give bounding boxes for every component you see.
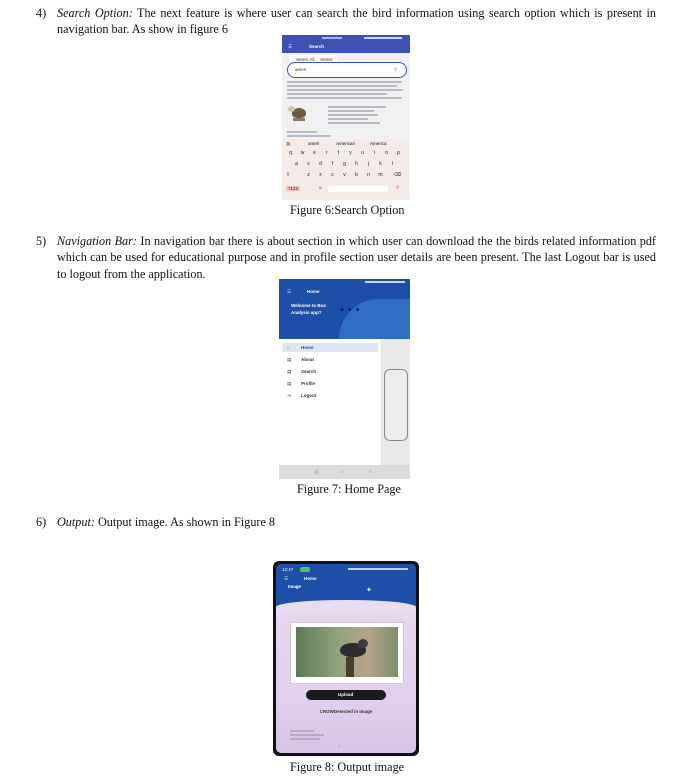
shift-key-icon[interactable]: ⇧ xyxy=(286,172,291,178)
keyboard-suggestions xyxy=(282,139,410,148)
bird-icon: ✦ xyxy=(366,587,372,594)
about-icon: ▤ xyxy=(287,357,292,362)
output-image-frame xyxy=(290,622,404,684)
paragraph-body xyxy=(57,233,656,282)
keyboard-key[interactable]: n xyxy=(367,172,370,178)
backspace-key-icon[interactable]: ⌫ xyxy=(394,172,402,178)
back-icon[interactable]: < xyxy=(369,469,372,474)
keyboard-key[interactable]: u xyxy=(361,150,364,156)
paragraph-body xyxy=(57,514,656,530)
emoji-icon[interactable]: ☺ xyxy=(318,185,323,190)
keyboard-key[interactable]: g xyxy=(343,161,346,167)
result-text: CROWDetected in Image xyxy=(319,709,373,714)
home-icon[interactable]: ○ xyxy=(341,469,344,474)
content-card xyxy=(384,369,408,441)
birds-icon: ✦ ✦ ✦ xyxy=(339,307,361,314)
drawer-item-label: About xyxy=(301,357,314,362)
dropdown-filter-value: Select xyxy=(320,57,333,62)
dropdown-filter-label: Select All xyxy=(296,57,315,62)
keyboard-key[interactable]: c xyxy=(331,172,334,178)
drawer-item-label: Logout xyxy=(301,393,317,398)
keyboard-key[interactable]: x xyxy=(319,172,322,178)
figure-7-caption: Figure 7: Home Page xyxy=(297,482,401,496)
paragraph-text: Output image. As shown in Figure 8 xyxy=(97,515,276,529)
status-badge xyxy=(300,567,310,572)
keyboard-key[interactable]: e xyxy=(313,150,316,156)
item-number: 6) xyxy=(36,515,47,529)
system-nav-bar xyxy=(279,465,410,479)
keyboard-key[interactable]: o xyxy=(385,150,388,156)
menu-icon[interactable]: ☰ xyxy=(288,44,293,49)
keyboard-key[interactable]: l xyxy=(391,161,394,167)
home-icon[interactable]: ○ xyxy=(338,744,341,749)
search-page-icon: ▤ xyxy=(287,369,292,374)
drawer-item-home[interactable] xyxy=(287,345,367,353)
keyboard-key[interactable]: m xyxy=(378,172,383,178)
search-input-value: ameri xyxy=(295,67,307,72)
keyboard-key[interactable]: f xyxy=(331,161,334,167)
keyboard-key[interactable]: b xyxy=(355,172,358,178)
drawer-item-about[interactable] xyxy=(287,357,367,365)
header-banner xyxy=(279,279,410,339)
drawer-item-label: Home xyxy=(301,345,314,350)
suggestion-item[interactable]: ameri xyxy=(308,141,320,146)
bird-photo xyxy=(296,627,398,677)
paragraph-output xyxy=(36,514,656,530)
paragraph-search-option xyxy=(36,5,656,38)
keyboard-key[interactable]: q xyxy=(289,150,292,156)
keyboard-key[interactable]: y xyxy=(349,150,352,156)
figure-6-screenshot xyxy=(282,35,410,200)
keyboard-key[interactable]: a xyxy=(295,161,298,167)
keyboard-key[interactable]: p xyxy=(397,150,400,156)
menu-icon[interactable]: ☰ xyxy=(287,289,292,294)
phone-screen xyxy=(276,564,416,753)
appbar-title: Home xyxy=(304,576,317,581)
keyboard-settings-icon[interactable]: ▦ xyxy=(286,141,291,146)
upload-button-label: Upload xyxy=(338,692,354,697)
search-key-icon[interactable]: ⚲ xyxy=(396,185,400,190)
figure-8-screenshot xyxy=(273,561,419,756)
paragraph-navigation-bar xyxy=(36,233,656,282)
logout-icon: ⇥ xyxy=(287,393,291,398)
figure-7-screenshot xyxy=(279,279,410,479)
welcome-text: Welcome to Bus Analysis app? xyxy=(291,303,326,315)
keyboard-key[interactable]: w xyxy=(300,150,305,156)
item-number: 5) xyxy=(36,234,47,248)
on-screen-keyboard xyxy=(282,139,410,200)
keyboard-key[interactable]: j xyxy=(367,161,370,167)
paragraph-body xyxy=(57,5,656,38)
recent-apps-icon[interactable]: ||| xyxy=(315,469,319,474)
home-icon: ⌂ xyxy=(287,345,290,350)
space-bar[interactable] xyxy=(328,186,388,192)
navigation-drawer xyxy=(279,339,381,479)
profile-icon: ▤ xyxy=(287,381,292,386)
paragraph-heading: Search Option: xyxy=(57,6,133,20)
keyboard-key[interactable]: z xyxy=(307,172,310,178)
keyboard-key[interactable]: h xyxy=(355,161,358,167)
menu-icon[interactable]: ☰ xyxy=(284,576,289,581)
search-icon[interactable]: ⚲ xyxy=(394,67,398,72)
header-banner xyxy=(276,564,416,608)
figure-8-caption: Figure 8: Output image xyxy=(290,760,405,774)
paragraph-heading: Navigation Bar: xyxy=(57,234,137,248)
drawer-item-logout[interactable] xyxy=(287,393,367,401)
search-input[interactable] xyxy=(287,62,407,78)
paragraph-heading: Output: xyxy=(57,515,95,529)
keyboard-key[interactable]: s xyxy=(307,161,310,167)
item-number: 4) xyxy=(36,6,47,20)
subtitle-text: Image xyxy=(288,584,302,589)
keyboard-key[interactable]: r xyxy=(325,150,328,156)
keyboard-key[interactable]: v xyxy=(343,172,346,178)
drawer-item-search[interactable] xyxy=(287,369,367,377)
keyboard-key[interactable]: d xyxy=(319,161,322,167)
paragraph-text: In navigation bar there is about section in which user can download the the birds related information pdf which can be used for educational purpose and in profile section user details are been present. The last Logout bar is used to logout from the application. xyxy=(57,234,656,281)
keyboard-key[interactable]: i xyxy=(373,150,376,156)
appbar xyxy=(282,35,410,53)
keyboard-key[interactable]: k xyxy=(379,161,382,167)
bird-image xyxy=(288,104,312,124)
appbar-title: Search xyxy=(309,44,325,49)
appbar-title: Home xyxy=(307,289,320,294)
keyboard-mode-key[interactable]: ?123 xyxy=(288,186,299,191)
drawer-item-profile[interactable] xyxy=(287,381,367,389)
drawer-item-label: Search xyxy=(301,369,317,374)
keyboard-key[interactable]: t xyxy=(337,150,340,156)
figure-6-caption: Figure 6:Search Option xyxy=(290,203,405,217)
upload-button[interactable] xyxy=(306,690,386,700)
drawer-item-label: Profile xyxy=(301,381,316,386)
status-time: 12:47 xyxy=(282,567,294,572)
suggestion-item[interactable]: America xyxy=(370,141,387,146)
suggestion-item[interactable]: American xyxy=(336,141,356,146)
paragraph-text: The next feature is where user can search the bird information using search option which is present in navigation bar. As show in figure 6 xyxy=(57,6,657,37)
